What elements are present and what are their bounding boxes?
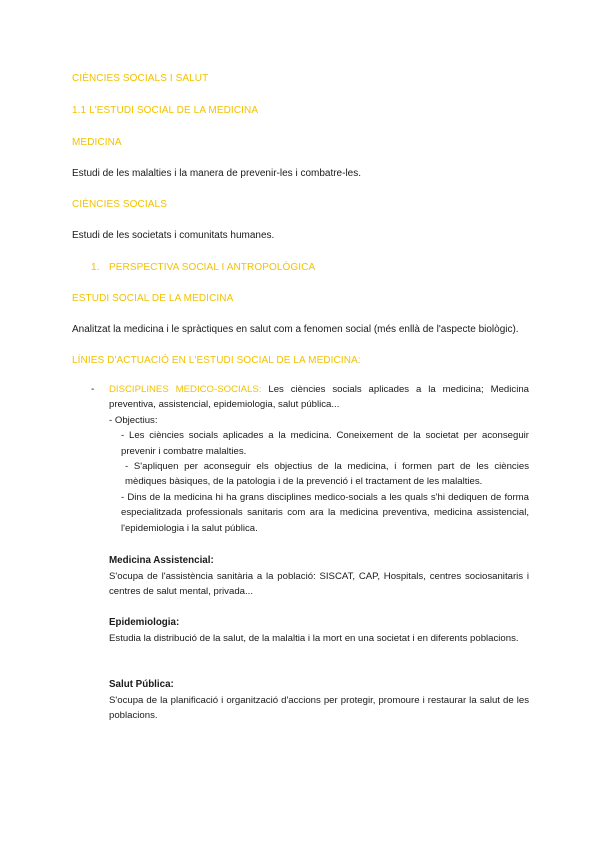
- disciplines-block: [109, 382, 529, 536]
- bullet-dash: -: [91, 384, 95, 395]
- estudi-social-text: Analitzat la medicina i le spràctiques en salut com a fenomen social (més enllà de l'aspecte biològic).: [72, 324, 519, 335]
- epidemiologia-title: Epidemiologia:: [109, 617, 180, 628]
- salut-publica-text: S'ocupa de la planificació i organització d'accions per protegir, promoure i restaurar la salut de les poblacions.: [109, 695, 529, 722]
- list-number: 1.: [91, 262, 100, 273]
- heading-ciencies-socials: CIÈNCIES SOCIALS: [72, 199, 167, 210]
- epidemiologia-text: Estudia la distribució de la salut, de la malaltia i la mort en una societat i en diferents poblacions.: [109, 633, 519, 644]
- objectius-label: - Objectius:: [109, 414, 158, 426]
- document-title: CIÈNCIES SOCIALS I SALUT: [72, 73, 209, 84]
- heading-linies-actuacio: LÍNIES D'ACTUACIÓ EN L'ESTUDI SOCIAL DE LA MEDICINA:: [72, 355, 361, 366]
- disciplines-paragraph: [109, 382, 529, 413]
- medicina-assistencial-title: Medicina Assistencial:: [109, 555, 214, 566]
- heading-estudi-social: ESTUDI SOCIAL DE LA MEDICINA: [72, 293, 234, 304]
- medicina-assistencial-text: S'ocupa de l'assistència sanitària a la població: SISCAT, CAP, Hospitals, centres sociosanitaris i centres de salut mental, privada...: [109, 571, 529, 598]
- objectiu-2: - S'apliquen per aconseguir els objectius de la medicina, i formen part de les ciències mèdiques bàsiques, de la patologia i de la prevenció i el tractament de les malalties.: [125, 461, 529, 488]
- disciplines-label: DISCIPLINES MEDICO-SOCIALS:: [109, 384, 262, 395]
- objectiu-1: - Les ciències socials aplicades a la medicina. Coneixement de la societat per aconseguir prevenir i combatre malalties.: [121, 430, 529, 457]
- medicina-definition: Estudi de les malalties i la manera de prevenir-les i combatre-les.: [72, 168, 362, 179]
- objectiu-3: - Dins de la medicina hi ha grans disciplines medico-socials a les quals s'hi dediquen de forma especialitzada professionals sanitaris com ara la medicina preventiva, medicina assistencial, l'epidemiologia i la salut pública.: [121, 491, 529, 534]
- salut-publica-title: Salut Pública:: [109, 679, 174, 690]
- heading-medicina: MEDICINA: [72, 137, 122, 148]
- perspectiva-label: PERSPECTIVA SOCIAL I ANTROPOLÒGICA: [109, 262, 316, 273]
- ciencies-definition: Estudi de les societats i comunitats humanes.: [72, 230, 275, 241]
- section-heading-1-1: 1.1 L'ESTUDI SOCIAL DE LA MEDICINA: [72, 105, 259, 116]
- list-heading-perspectiva: [91, 262, 315, 273]
- disciplines-text: Les ciències socials aplicades a la medicina; Medicina preventiva, assistencial, epidemiologia, salut pública...: [109, 384, 529, 411]
